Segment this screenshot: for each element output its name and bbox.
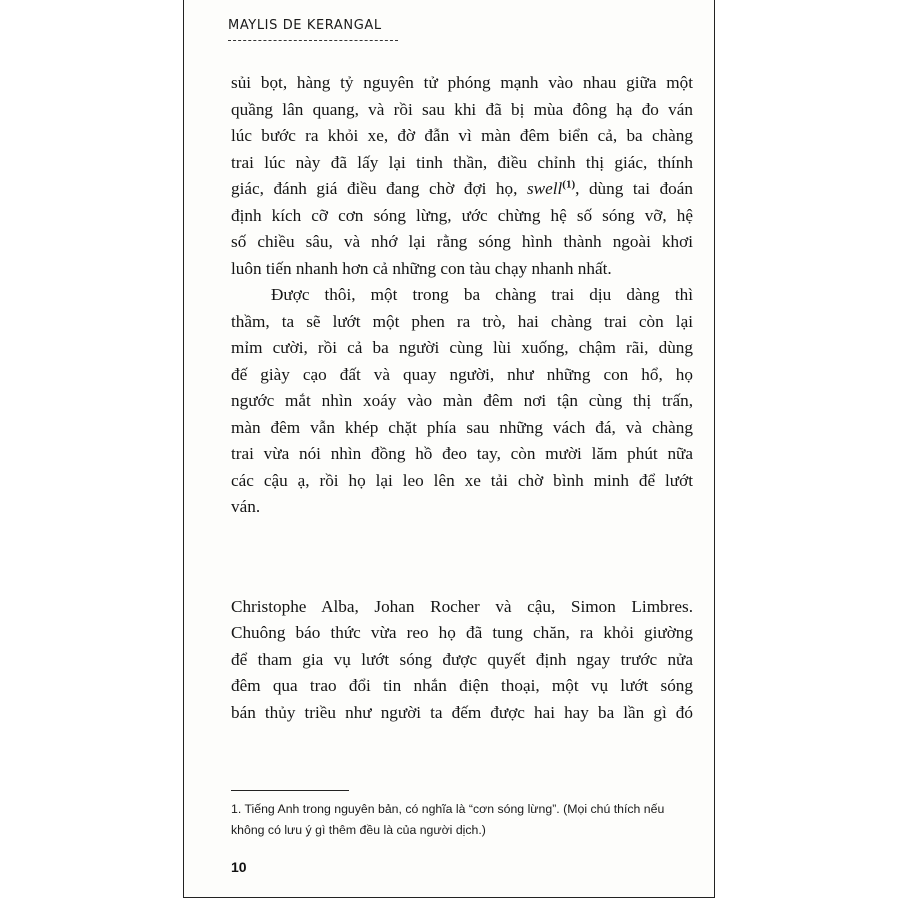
running-head: MAYLIS DE KERANGAL (228, 18, 382, 33)
text-line: trai vừa nói nhìn đồng hồ đeo tay, còn mười lăm phút nữa (231, 444, 693, 463)
text-line: ván. (231, 497, 261, 516)
running-head-rule (228, 40, 398, 41)
book-page (183, 0, 715, 898)
footnote-marker: (1) (562, 178, 576, 191)
text-line: bán thủy triều như người ta đếm được hai hay ba lần gì đó (231, 702, 693, 722)
footnote-line: không có lưu ý gì thêm đều là của người dịch.) (231, 823, 486, 837)
text-line (231, 176, 693, 203)
text-line: luôn tiến nhanh hơn cả những con tàu chạy nhanh nhất. (231, 258, 612, 278)
text-line: thầm, ta sẽ lướt một phen ra trò, hai chàng trai còn lại (231, 311, 693, 331)
text-line: ngước mắt nhìn xoáy vào màn đêm nơi tận cùng thị trấn, (231, 391, 693, 410)
text-line: mỉm cười, rồi cả ba người cùng lùi xuống, chậm rãi, dùng (231, 338, 693, 357)
italic-word: swell (526, 179, 563, 198)
text-line: Christophe Alba, Johan Rocher và cậu, Simon Limbres. (231, 596, 693, 616)
text-line: Chuông báo thức vừa reo họ đã tung chăn, ra khỏi giường (231, 623, 693, 642)
text-line: màn đêm vẫn khép chặt phía sau những vách đá, và chàng (231, 417, 693, 437)
text-line: để tham gia vụ lướt sóng được quyết định ngay trước nửa (231, 649, 693, 669)
page-number: 10 (231, 859, 247, 875)
text-fragment: , dùng tai đoán (575, 179, 693, 198)
text-line: trai lúc này đã lấy lại tinh thần, điều chỉnh thị giác, thính (231, 152, 693, 172)
text-line: quầng lân quang, và rồi sau khi đã bị mùa đông hạ đo ván (231, 99, 693, 119)
text-line: sủi bọt, hàng tỷ nguyên tử phóng mạnh vào nhau giữa một (231, 73, 693, 92)
footnote-line: 1. Tiếng Anh trong nguyên bản, có nghĩa là “cơn sóng lừng”. (Mọi chú thích nếu (231, 802, 665, 816)
footnote-rule (231, 790, 349, 791)
text-line: đêm qua trao đổi tin nhắn điện thoại, một vụ lướt sóng (231, 676, 693, 695)
text-line: các cậu ạ, rồi họ lại leo lên xe tải chờ bình minh để lướt (231, 470, 693, 490)
section-break (231, 521, 693, 594)
text-line: đế giày cạo đất và quay người, như những con hổ, họ (231, 364, 693, 384)
footnote (231, 799, 701, 841)
text-line: Được thôi, một trong ba chàng trai dịu dàng thì (271, 285, 693, 304)
text-line: định kích cỡ cơn sóng lừng, ước chừng hệ số sóng vỡ, hệ (231, 205, 693, 225)
text-fragment: giác, đánh giá điều đang chờ đợi họ, (231, 179, 518, 198)
text-line: lúc bước ra khỏi xe, đờ đẫn vì màn đêm biển cả, ba chàng (231, 126, 693, 145)
text-line: số chiều sâu, và nhớ lại rằng sóng hình thành ngoài khơi (231, 232, 693, 251)
body-text (231, 70, 693, 726)
